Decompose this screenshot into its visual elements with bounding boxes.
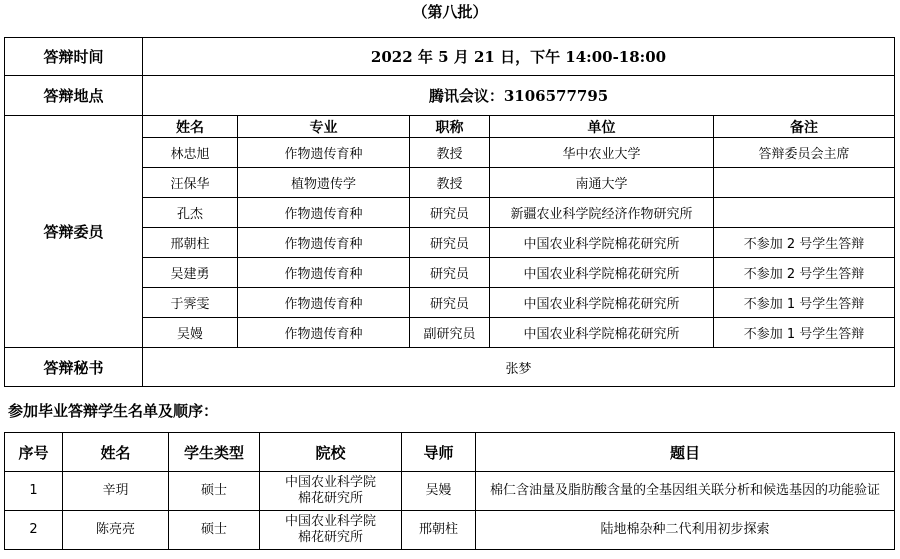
student-name: 辛玥 bbox=[63, 472, 169, 511]
member-name: 汪保华 bbox=[143, 168, 238, 198]
students-col-type: 学生类型 bbox=[169, 433, 260, 472]
student-type: 硕士 bbox=[169, 511, 260, 550]
member-name: 吴建勇 bbox=[143, 258, 238, 288]
secretary-label: 答辩秘书 bbox=[5, 348, 143, 387]
member-name: 林忠旭 bbox=[143, 138, 238, 168]
member-title: 研究员 bbox=[410, 258, 490, 288]
student-school-line2: 棉花研究所 bbox=[297, 491, 363, 506]
defense-place-row bbox=[5, 76, 895, 116]
member-unit: 南通大学 bbox=[490, 168, 714, 198]
students-col-name: 姓名 bbox=[63, 433, 169, 472]
student-no: 1 bbox=[5, 472, 63, 511]
committee-label: 答辩委员 bbox=[5, 116, 143, 348]
member-title: 副研究员 bbox=[410, 318, 490, 348]
member-major: 植物遗传学 bbox=[238, 168, 410, 198]
student-topic: 陆地棉杂种二代利用初步探索 bbox=[476, 511, 895, 550]
defense-time-value: 2022 年 5 月 21 日，下午 14:00-18:00 bbox=[143, 38, 895, 76]
member-note: 不参加 2 号学生答辩 bbox=[714, 228, 895, 258]
defense-info-table bbox=[4, 37, 895, 387]
students-table bbox=[4, 432, 895, 550]
student-school-line2: 棉花研究所 bbox=[297, 530, 363, 545]
member-major: 作物遗传育种 bbox=[238, 138, 410, 168]
students-col-topic: 题目 bbox=[476, 433, 895, 472]
member-major: 作物遗传育种 bbox=[238, 258, 410, 288]
student-row bbox=[5, 472, 895, 511]
member-unit: 中国农业科学院棉花研究所 bbox=[490, 318, 714, 348]
defense-time-label: 答辩时间 bbox=[5, 38, 143, 76]
committee-col-major: 专业 bbox=[238, 116, 410, 138]
member-unit: 中国农业科学院棉花研究所 bbox=[490, 228, 714, 258]
member-title: 研究员 bbox=[410, 288, 490, 318]
member-name: 吴嫚 bbox=[143, 318, 238, 348]
student-no: 2 bbox=[5, 511, 63, 550]
student-name: 陈亮亮 bbox=[63, 511, 169, 550]
committee-header-row bbox=[5, 116, 895, 138]
students-header-row bbox=[5, 433, 895, 472]
member-major: 作物遗传育种 bbox=[238, 198, 410, 228]
defense-place-label: 答辩地点 bbox=[5, 76, 143, 116]
students-heading: 参加毕业答辩学生名单及顺序： bbox=[8, 402, 219, 420]
student-type: 硕士 bbox=[169, 472, 260, 511]
secretary-value: 张梦 bbox=[143, 348, 895, 387]
students-col-no: 序号 bbox=[5, 433, 63, 472]
batch-title: （第八批） bbox=[412, 3, 488, 21]
member-note: 不参加 1 号学生答辩 bbox=[714, 288, 895, 318]
committee-col-name: 姓名 bbox=[143, 116, 238, 138]
member-name: 邢朝柱 bbox=[143, 228, 238, 258]
member-name: 孔杰 bbox=[143, 198, 238, 228]
member-note: 不参加 2 号学生答辩 bbox=[714, 258, 895, 288]
student-school bbox=[260, 511, 402, 550]
member-title: 教授 bbox=[410, 138, 490, 168]
student-school-line1: 中国农业科学院 bbox=[284, 475, 376, 490]
member-unit: 中国农业科学院棉花研究所 bbox=[490, 288, 714, 318]
student-topic: 棉仁含油量及脂肪酸含量的全基因组关联分析和候选基因的功能验证 bbox=[476, 472, 895, 511]
member-note: 答辩委员会主席 bbox=[714, 138, 895, 168]
secretary-row bbox=[5, 348, 895, 387]
student-advisor: 邢朝柱 bbox=[402, 511, 476, 550]
member-title: 研究员 bbox=[410, 228, 490, 258]
committee-col-unit: 单位 bbox=[490, 116, 714, 138]
defense-place-value: 腾讯会议：3106577795 bbox=[143, 76, 895, 116]
member-note bbox=[714, 198, 895, 228]
member-title: 研究员 bbox=[410, 198, 490, 228]
member-unit: 华中农业大学 bbox=[490, 138, 714, 168]
students-col-advisor: 导师 bbox=[402, 433, 476, 472]
student-advisor: 吴嫚 bbox=[402, 472, 476, 511]
member-name: 于霁雯 bbox=[143, 288, 238, 318]
member-title: 教授 bbox=[410, 168, 490, 198]
student-row bbox=[5, 511, 895, 550]
defense-time-row bbox=[5, 38, 895, 76]
member-major: 作物遗传育种 bbox=[238, 228, 410, 258]
committee-col-note: 备注 bbox=[714, 116, 895, 138]
committee-col-title: 职称 bbox=[410, 116, 490, 138]
member-note bbox=[714, 168, 895, 198]
member-major: 作物遗传育种 bbox=[238, 288, 410, 318]
member-major: 作物遗传育种 bbox=[238, 318, 410, 348]
member-unit: 中国农业科学院棉花研究所 bbox=[490, 258, 714, 288]
student-school-line1: 中国农业科学院 bbox=[284, 514, 376, 529]
students-col-school: 院校 bbox=[260, 433, 402, 472]
member-note: 不参加 1 号学生答辩 bbox=[714, 318, 895, 348]
student-school bbox=[260, 472, 402, 511]
member-unit: 新疆农业科学院经济作物研究所 bbox=[490, 198, 714, 228]
